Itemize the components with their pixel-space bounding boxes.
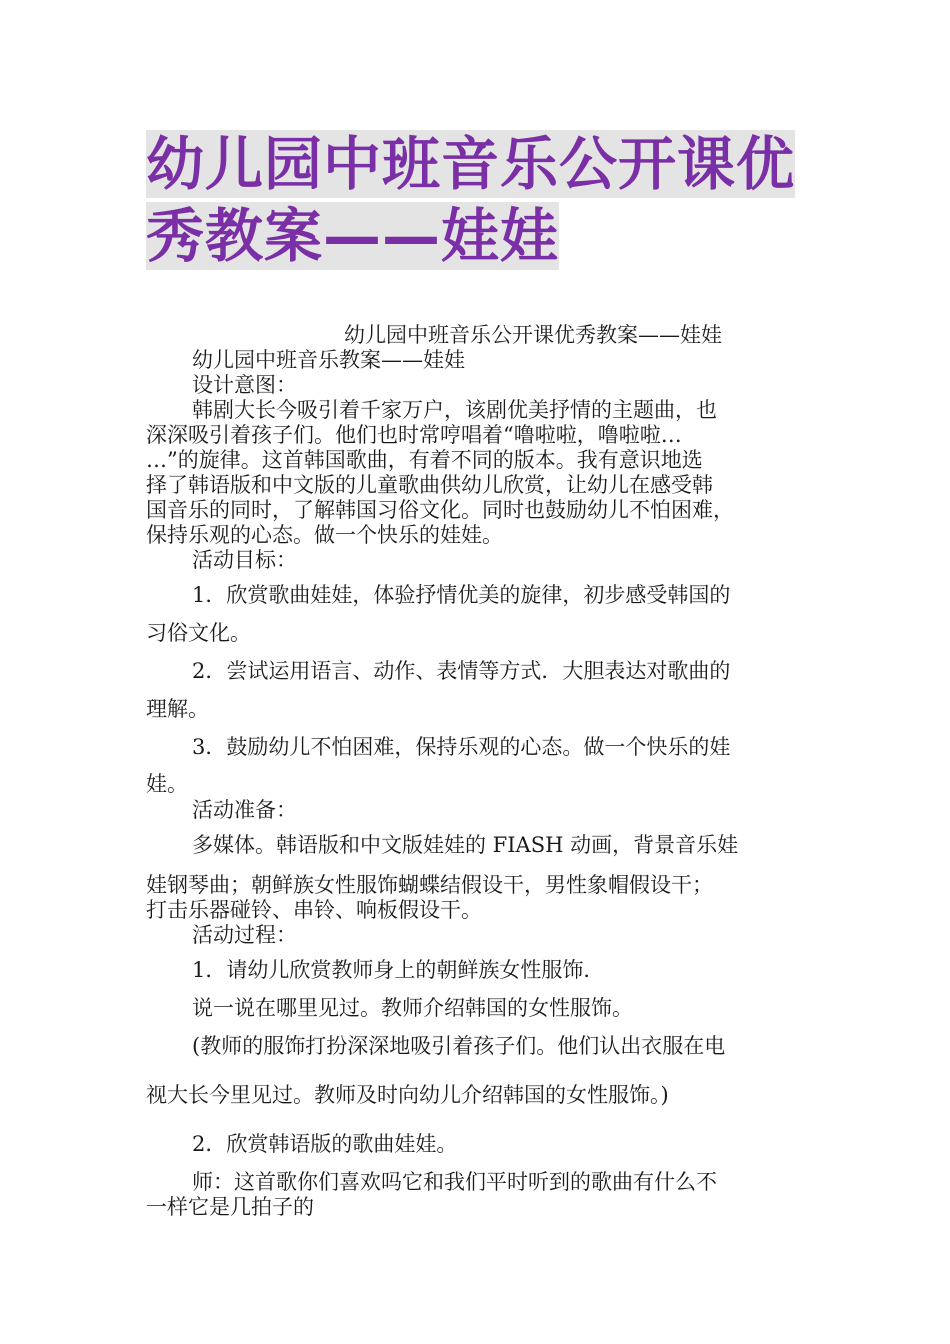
goal-item-2-cont: 理解。 bbox=[146, 697, 209, 721]
goal-item-2: 2．尝试运用语言、动作、表情等方式．大胆表达对歌曲的 bbox=[192, 659, 731, 683]
paragraph-line: 国音乐的同时，了解韩国习俗文化。同时也鼓励幼儿不怕困难， bbox=[146, 498, 734, 522]
paragraph-line: 深深吸引着孩子们。他们也时常哼唱着“噜啦啦，噜啦啦… bbox=[146, 423, 682, 447]
paragraph-line: 择了韩语版和中文版的儿童歌曲供幼儿欣赏，让幼儿在感受韩 bbox=[146, 473, 713, 497]
process-step-1-note-cont: 视大长今里见过。教师及时向幼儿介绍韩国的女性服饰。) bbox=[146, 1083, 669, 1107]
paragraph-line: 保持乐观的心态。做一个快乐的娃娃。 bbox=[146, 523, 503, 547]
goal-item-3-cont: 娃。 bbox=[146, 772, 188, 796]
goal-item-1: 1．欣赏歌曲娃娃，体验抒情优美的旋律，初步感受韩国的 bbox=[192, 583, 731, 607]
preparation-line: 打击乐器碰铃、串铃、响板假设干。 bbox=[146, 898, 482, 922]
paragraph-line: …”的旋律。这首韩国歌曲，有着不同的版本。我有意识地选 bbox=[146, 448, 703, 472]
process-step-1: 1．请幼儿欣赏教师身上的朝鲜族女性服饰． bbox=[192, 958, 605, 982]
preparation-line: 娃钢琴曲；朝鲜族女性服饰蝴蝶结假设干，男性象帽假设干； bbox=[146, 873, 713, 897]
section-heading-process: 活动过程： bbox=[192, 923, 297, 947]
process-step-2-detail: 师：这首歌你们喜欢吗它和我们平时听到的歌曲有什么不 bbox=[192, 1170, 717, 1194]
goal-item-3: 3．鼓励幼儿不怕困难，保持乐观的心态。做一个快乐的娃 bbox=[192, 735, 731, 759]
process-step-2-detail-cont: 一样它是几拍子的 bbox=[146, 1195, 314, 1219]
preparation-line: 多媒体。韩语版和中文版娃娃的 FIASH 动画，背景音乐娃 bbox=[192, 833, 739, 857]
process-step-1-detail: 说一说在哪里见过。教师介绍韩国的女性服饰。 bbox=[192, 996, 633, 1020]
goal-item-1-cont: 习俗文化。 bbox=[146, 621, 251, 645]
section-heading-design-intent: 设计意图： bbox=[192, 373, 297, 397]
process-step-1-note: (教师的服饰打扮深深地吸引着孩子们。他们认出衣服在电 bbox=[192, 1034, 726, 1058]
document-title-line-1: 幼儿园中班音乐公开课优 bbox=[146, 130, 796, 198]
document-title-line-2: 秀教案——娃娃 bbox=[146, 202, 560, 270]
section-heading-preparation: 活动准备： bbox=[192, 798, 297, 822]
paragraph-line: 韩剧大长今吸引着千家万户，该剧优美抒情的主题曲，也 bbox=[192, 398, 717, 422]
subtitle: 幼儿园中班音乐公开课优秀教案——娃娃 bbox=[344, 323, 722, 347]
process-step-2: 2．欣赏韩语版的歌曲娃娃。 bbox=[192, 1132, 458, 1156]
lesson-name: 幼儿园中班音乐教案——娃娃 bbox=[192, 348, 465, 372]
section-heading-goals: 活动目标： bbox=[192, 548, 297, 572]
